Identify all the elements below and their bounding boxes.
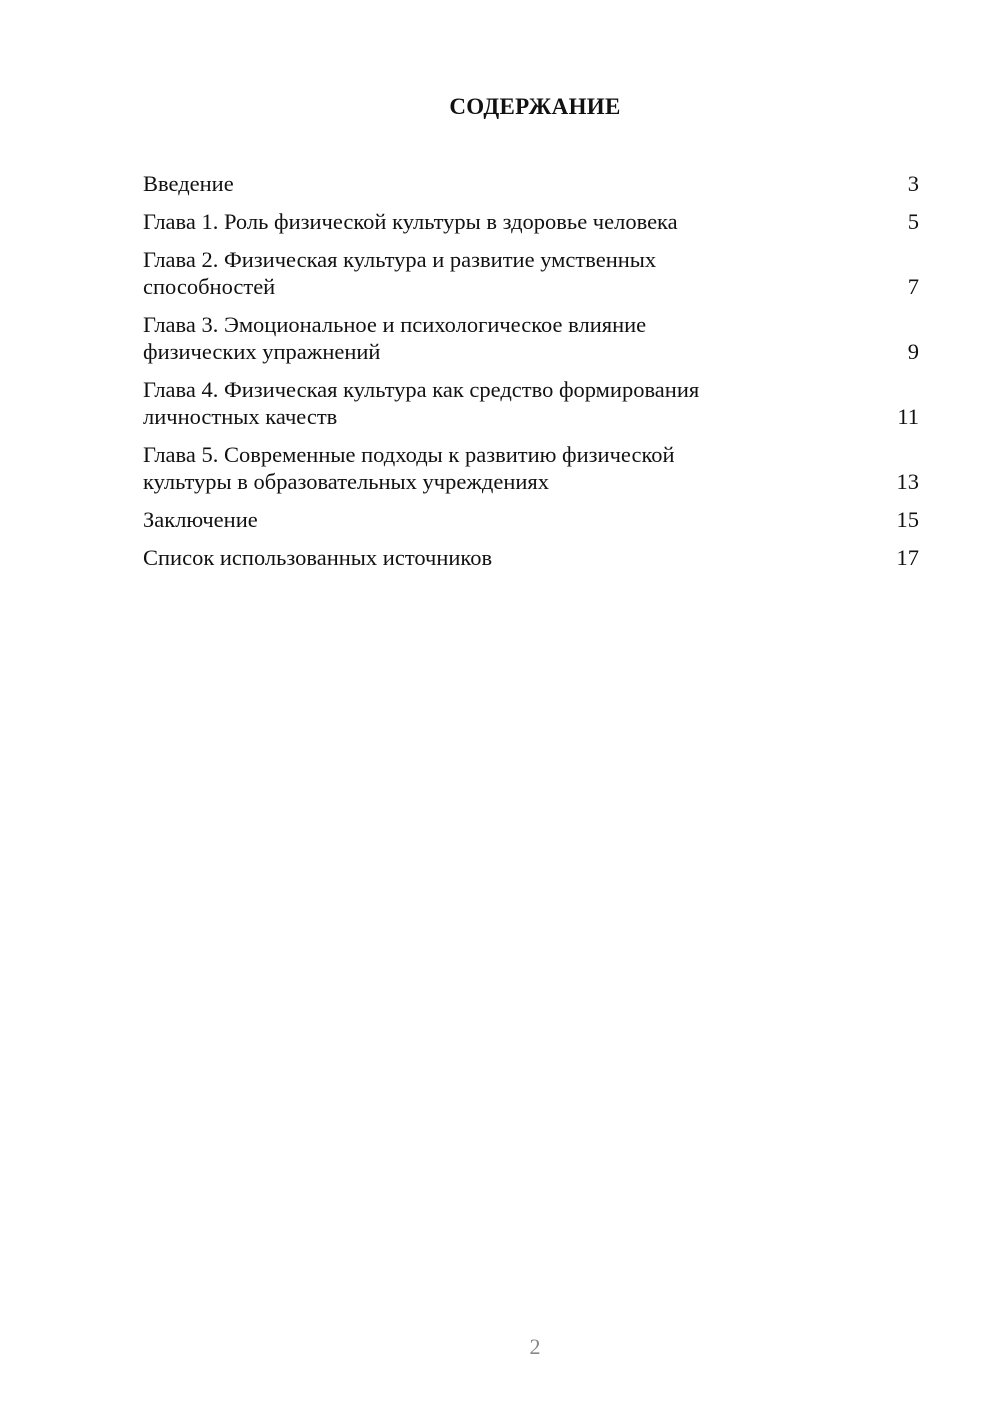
toc-entry-page: 13 bbox=[896, 469, 919, 494]
toc-entry-text: Заключение bbox=[143, 507, 258, 532]
page-number: 2 bbox=[529, 1334, 541, 1359]
toc-entry-page: 5 bbox=[907, 209, 919, 234]
toc-entry bbox=[143, 441, 919, 495]
toc-entry-page: 15 bbox=[896, 507, 919, 532]
toc-entry-text: Глава 3. Эмоциональное и психологическое влияние физических упражнений bbox=[143, 312, 647, 364]
toc-entry-page: 7 bbox=[907, 274, 919, 299]
toc-entry bbox=[143, 170, 919, 197]
toc-entry bbox=[143, 311, 919, 365]
toc-entry-page: 9 bbox=[907, 339, 919, 364]
toc-entry bbox=[143, 544, 919, 571]
toc-entry-page: 3 bbox=[907, 171, 919, 196]
toc-entry bbox=[143, 208, 919, 235]
toc-entry-text: Глава 5. Современные подходы к развитию физической культуры в образовательных учреждениях bbox=[143, 442, 675, 494]
toc-entry-page: 11 bbox=[897, 404, 919, 429]
toc-entry-page: 17 bbox=[896, 545, 919, 570]
toc-entry-text: Введение bbox=[143, 171, 234, 196]
toc-list bbox=[143, 170, 919, 582]
toc-entry-text: Глава 1. Роль физической культуры в здоровье человека bbox=[143, 209, 678, 234]
toc-entry bbox=[143, 246, 919, 300]
toc-entry-text: Глава 4. Физическая культура как средство формирования личностных качеств bbox=[143, 377, 700, 429]
toc-entry-text: Глава 2. Физическая культура и развитие умственных способностей bbox=[143, 247, 657, 299]
toc-title: СОДЕРЖАНИЕ bbox=[449, 94, 621, 119]
toc-entry-text: Список использованных источников bbox=[143, 545, 493, 570]
toc-entry bbox=[143, 506, 919, 533]
toc-entry bbox=[143, 376, 919, 430]
